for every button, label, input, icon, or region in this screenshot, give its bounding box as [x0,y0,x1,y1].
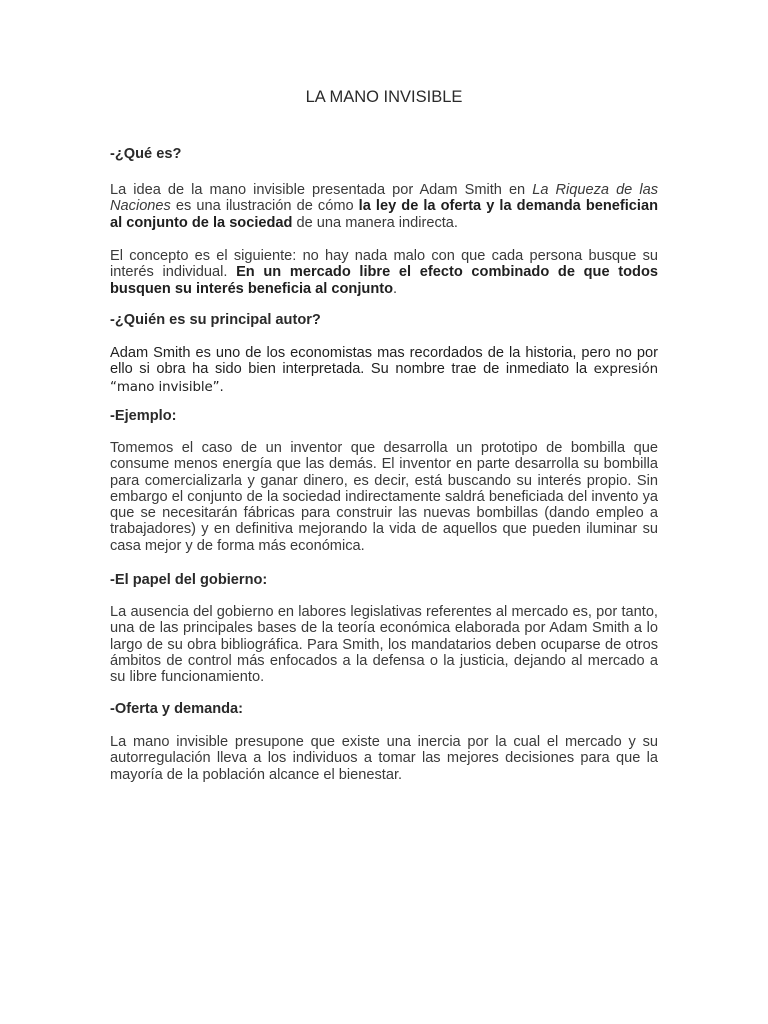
paragraph-que-es-2 [110,248,658,297]
heading-oferta: -Oferta y demanda: [110,701,243,717]
document-title: LA MANO INVISIBLE [305,88,463,106]
paragraph-oferta: La mano invisible presupone que existe una inercia por la cual el mercado y su autorregulación lleva a los individuos a tomar las mejores decisiones para que la mayoría de la población alcance el bienestar. [110,734,658,783]
heading-autor: -¿Quién es su principal autor? [110,312,321,328]
text-run: La idea de la mano invisible presentada por Adam Smith en [110,182,533,198]
heading-que-es: -¿Qué es? [110,146,182,162]
heading-ejemplo: -Ejemplo: [110,408,177,424]
paragraph-gobierno: La ausencia del gobierno en labores legislativas referentes al mercado es, por tanto, una de las principales bases de la teoría económica elaborada por Adam Smith a lo largo de su obra bibliográfica. Para Smith, los mandatarios deben ocuparse de otros ámbitos de control más enfocados a la defensa o la justicia, dejando al mercado a su libre funcionamiento. [110,604,658,686]
emphasis: En un mercado libre el efecto combinado de que todos busquen su interés beneficia al conjunto [110,264,658,297]
expression-text: expresión “mano invisible”. [110,362,658,395]
emphasis: la ley de la oferta y la demanda benefician al conjunto de la sociedad [110,198,658,231]
text-run: de una manera indirecta. [292,214,458,231]
text-run: es una ilustración de cómo [170,198,359,215]
paragraph-ejemplo: Tomemos el caso de un inventor que desarrolla un prototipo de bombilla que consume menos energía que las demás. El inventor en parte desarrolla su bombilla para comercializarla y ganar dinero, es decir, está buscando su interés propio. Sin embargo el conjunto de la sociedad indirectamente saldrá beneficiada del invento ya que se necesitarán fábricas para construir las nuevas bombillas (dando empleo a trabajadores) y en definitiva mejorando la vida de aquellos que pueden iluminar su casa mejor y de forma más económica. [110,440,658,554]
paragraph-que-es-1 [110,182,658,231]
paragraph-autor [110,345,658,396]
text-run: El concepto es el siguiente: no hay nada malo con que cada persona busque su interés individual. [110,248,658,281]
heading-gobierno: -El papel del gobierno: [110,572,268,588]
text-run: . [393,280,398,297]
book-title: La Riqueza de las Naciones [110,182,658,215]
text-run: Adam Smith es uno de los economistas mas recordados de la historia, pero no por ello si obra ha sido bien interpretada. Su nombre trae de inmediato la [110,345,658,378]
